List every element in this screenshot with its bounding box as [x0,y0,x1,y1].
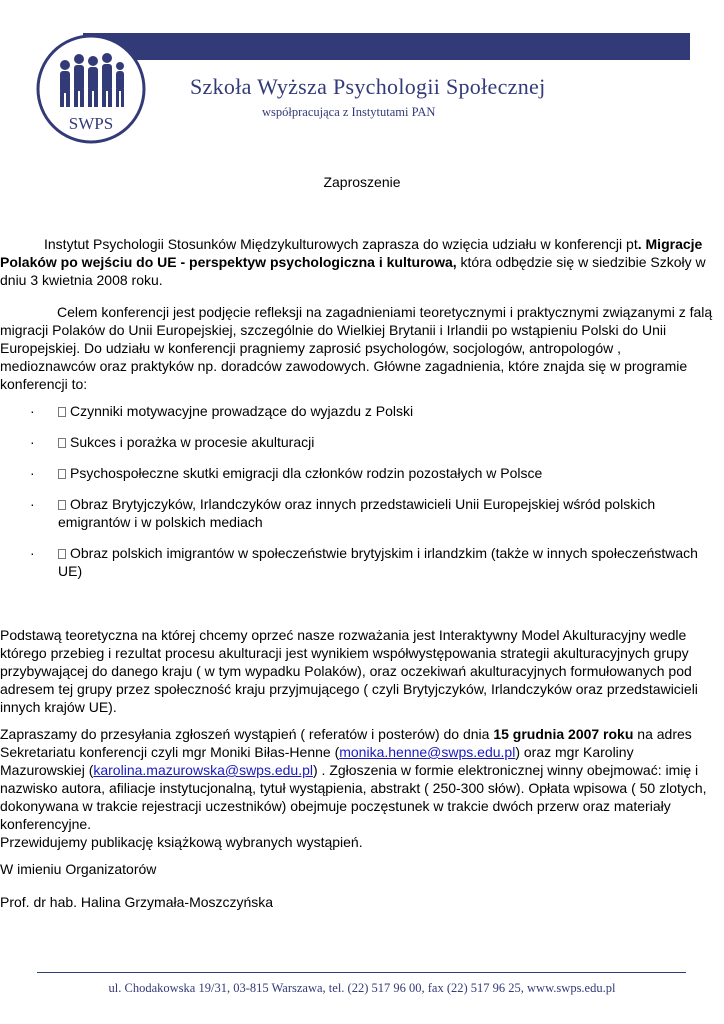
submission-paragraph [0,725,715,851]
theory-paragraph: Podstawą teoretyczna na której chcemy oprzeć nasze rozważania jest Interaktywny Model Akulturacyjny wedle którego przebieg i rezultat procesu akulturacji jest wynikiem współwystępowania strategii akulturacyjnych grupy przybywającej do danego kraju ( w tym wypadku Polaków), oraz oczekiwań akulturacyjnych formułowanych pod adresem tej grupy przez społeczność kraju przyjmującego ( czyli Brytyjczyków, Irlandczyków oraz przedstawicieli innych krajów UE). [0,627,698,715]
bullet-icon: · [30,403,35,419]
list-item [0,495,722,531]
list-item [0,433,722,451]
missing-glyph-icon [58,549,66,559]
signature: Prof. dr hab. Halina Grzymała-Moszczyńska [0,894,274,910]
deadline: 15 grudnia 2007 roku [493,726,634,742]
goals-paragraph [0,303,715,393]
bullet-icon: · [30,434,35,450]
missing-glyph-icon [58,407,66,417]
bullet-icon: · [30,545,35,561]
header-bar [83,33,690,60]
bullet-icon: · [30,465,35,481]
email-link-monika[interactable]: monika.henne@swps.edu.pl [339,744,516,760]
closing-line: W imieniu Organizatorów [0,861,157,877]
missing-glyph-icon [58,469,66,479]
bullet-icon: · [30,496,35,512]
list-item [0,544,722,580]
intro-paragraph [0,235,715,289]
submission-text-1: Zapraszamy do przesyłania zgłoszeń wystąpień ( referatów i posterów) do dnia [0,726,494,742]
list-item [0,464,722,482]
list-item-text: Sukces i porażka w procesie akulturacji [70,434,315,450]
footer-divider [37,972,686,973]
list-item-text: Czynniki motywacyjne prowadzące do wyjazdu z Polski [70,403,414,419]
swps-logo [35,33,147,145]
submission-text-4: ) . Zgłoszenia w formie elektronicznej winny obejmować: imię i nazwisko autora, afiliacje instytucjonalną, tytuł wystąpienia, abstrakt ( 250-300 słów). Opłata wpisowa ( 50 zlotych, dokonywana w trakcie rejestracji uczestników) obejmuje poczęstunek w trakcie dwóch przerw oraz materiały konferencyjne. [0,762,707,832]
document-title: Zaproszenie [323,174,401,190]
intro-lead: Instytut Psychologii Stosunków Międzykulturowych zaprasza do wzięcia udziału w konferencji pt [44,236,638,252]
school-name: Szkoła Wyższa Psychologii Społecznej [190,74,546,99]
list-item-text: Obraz Brytyjczyków, Irlandczyków oraz innych przedstawicieli Unii Europejskiej wśród polskich emigrantów i w polskich mediach [58,496,656,530]
missing-glyph-icon [58,438,66,448]
publication-note: Przewidujemy publikację książkową wybranych wystąpień. [0,834,363,850]
list-item [0,402,722,420]
list-item-text: Obraz polskich imigrantów w społeczeństwie brytyjskim i irlandzkim (także w innych społeczeństwach UE) [58,545,698,579]
logo-text: SWPS [68,114,114,133]
topics-list [0,402,724,593]
intro-tail: która odbędzie się w siedzibie Szkoły w dniu 3 kwietnia 2008 roku. [0,254,706,288]
conference-title: . Migracje Polaków po wejściu do UE - perspektyw psychologiczna i kulturowa, [0,236,703,270]
school-subtitle: współpracująca z Instytutami PAN [262,105,436,119]
submission-text-2: na adres Sekretariatu konferencji czyli mgr Moniki Biłas-Henne ( [0,726,692,760]
email-link-karolina[interactable]: karolina.mazurowska@swps.edu.pl [93,762,313,778]
missing-glyph-icon [58,500,66,510]
footer-address: ul. Chodakowska 19/31, 03-815 Warszawa, tel. (22) 517 96 00, fax (22) 517 96 25, www.swps.edu.pl [108,981,616,995]
goals-text: Celem konferencji jest podjęcie refleksji na zagadnieniami teoretycznymi i praktycznymi związanymi z falą migracji Polaków do Unii Europejskiej, szczególnie do Wielkiej Brytanii i Irlandii po wstąpieniu Polski do Unii Europejskiej. Do udziału w konferencji pragniemy zaprosić psychologów, socjologów, antropologów , medioznawców oraz praktyków np. doradców zawodowych. Główne zagadnienia, które znajda się w programie konferencji to: [0,304,713,392]
list-item-text: Psychospołeczne skutki emigracji dla członków rodzin pozostałych w Polsce [70,465,543,481]
submission-text-3: ) oraz mgr Karoliny Mazurowskiej ( [0,744,634,778]
